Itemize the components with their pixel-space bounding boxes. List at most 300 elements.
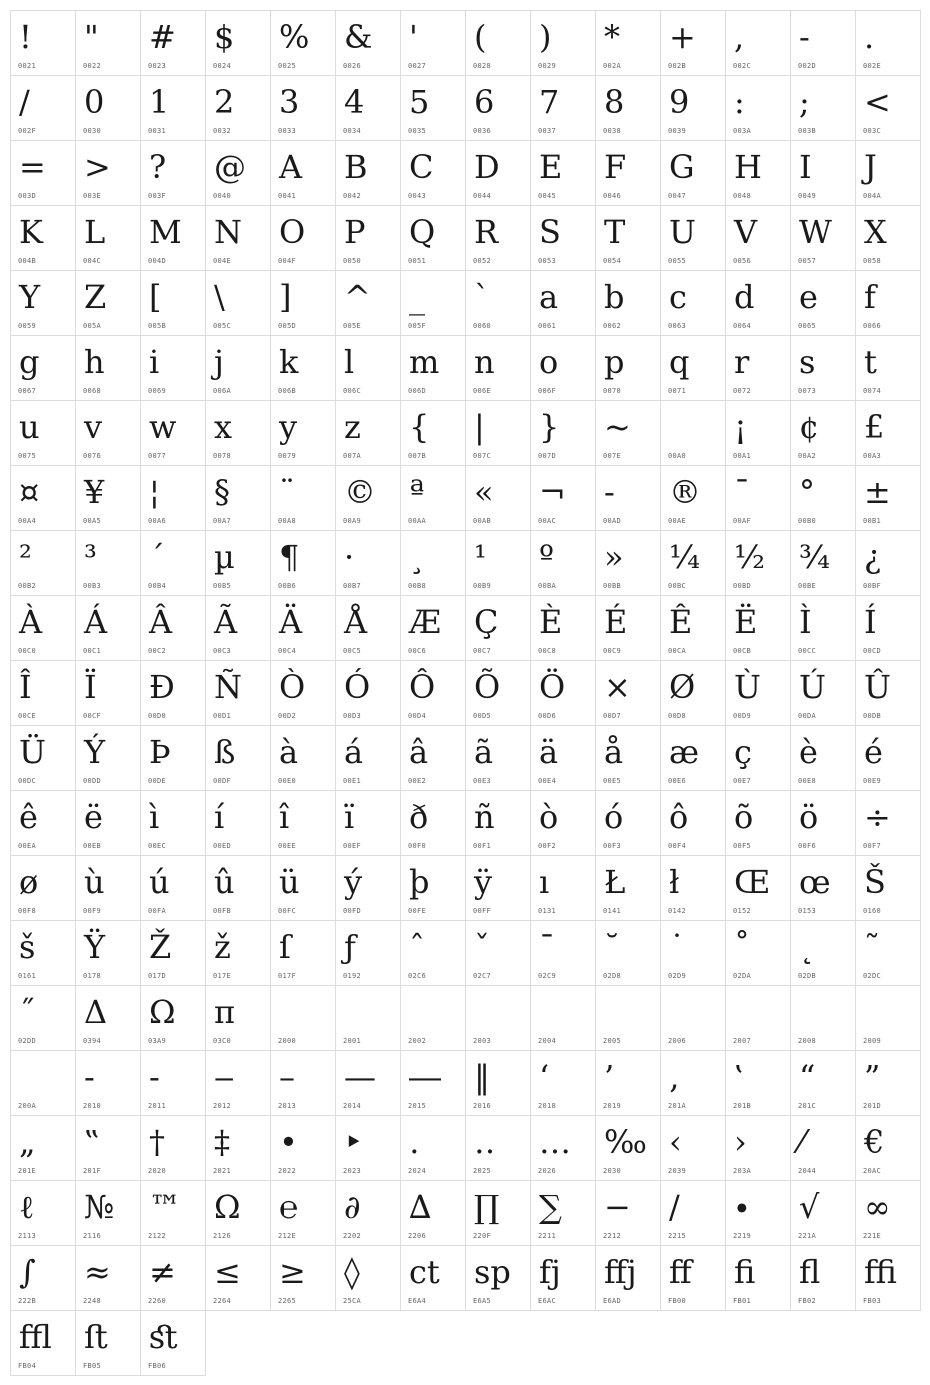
glyph-cell <box>206 1246 271 1311</box>
glyph-codepoint: 201B <box>733 1102 752 1110</box>
glyph-codepoint: 200A <box>18 1102 37 1110</box>
glyph-character: U <box>669 213 696 251</box>
glyph-codepoint: FB05 <box>83 1362 102 1370</box>
glyph-codepoint: FB02 <box>798 1297 817 1305</box>
glyph-character: ¦ <box>149 473 160 511</box>
glyph-codepoint: 0042 <box>343 192 362 200</box>
glyph-cell <box>206 986 271 1051</box>
glyph-character: E <box>539 148 563 186</box>
glyph-codepoint: 00D0 <box>148 712 167 720</box>
glyph-character: ž <box>214 928 231 966</box>
glyph-cell <box>141 791 206 856</box>
glyph-codepoint: 0073 <box>798 387 817 395</box>
glyph-cell <box>856 921 921 986</box>
glyph-codepoint: 017E <box>213 972 232 980</box>
glyph-character: N <box>214 213 242 251</box>
glyph-codepoint: 2012 <box>213 1102 232 1110</box>
glyph-codepoint: 00C8 <box>538 647 557 655</box>
glyph-cell <box>596 11 661 76</box>
glyph-character: 0 <box>84 83 105 121</box>
glyph-cell <box>466 76 531 141</box>
glyph-cell <box>76 466 141 531</box>
glyph-codepoint: 0052 <box>473 257 492 265</box>
glyph-character: Δ <box>84 993 108 1031</box>
glyph-cell <box>661 1116 726 1181</box>
glyph-character: Æ <box>409 603 442 641</box>
glyph-cell <box>596 271 661 336</box>
glyph-cell <box>76 76 141 141</box>
glyph-codepoint: 0152 <box>733 907 752 915</box>
glyph-codepoint: 0037 <box>538 127 557 135</box>
glyph-character: ˛ <box>799 928 815 966</box>
glyph-codepoint: 2011 <box>148 1102 167 1110</box>
glyph-character: ø <box>19 863 39 901</box>
glyph-cell <box>726 986 791 1051</box>
glyph-cell <box>141 76 206 141</box>
glyph-character: s <box>799 343 816 381</box>
glyph-cell <box>726 1181 791 1246</box>
glyph-codepoint: 00BE <box>798 582 817 590</box>
glyph-character: | <box>474 408 485 446</box>
glyph-cell <box>271 661 336 726</box>
glyph-character: ‹ <box>669 1123 682 1161</box>
glyph-cell <box>271 921 336 986</box>
glyph-cell <box>726 11 791 76</box>
glyph-cell <box>206 401 271 466</box>
glyph-cell <box>206 1051 271 1116</box>
glyph-character: ß <box>214 733 236 771</box>
glyph-cell <box>596 401 661 466</box>
glyph-character: 8 <box>604 83 625 121</box>
glyph-codepoint: FB04 <box>18 1362 37 1370</box>
glyph-codepoint: 00AC <box>538 517 557 525</box>
glyph-character: % <box>279 18 310 56</box>
glyph-cell <box>76 1181 141 1246</box>
glyph-character: I <box>799 148 812 186</box>
glyph-character: Ÿ <box>84 928 106 966</box>
glyph-character: ≤ <box>214 1253 241 1291</box>
glyph-codepoint: 00FD <box>343 907 362 915</box>
glyph-cell <box>466 921 531 986</box>
glyph-cell <box>401 76 466 141</box>
glyph-character: Õ <box>474 668 501 706</box>
glyph-cell <box>336 791 401 856</box>
glyph-character: Y <box>19 278 41 316</box>
glyph-codepoint: 0058 <box>863 257 882 265</box>
glyph-character: o <box>539 343 559 381</box>
glyph-codepoint: 005F <box>408 322 427 330</box>
glyph-codepoint: 00F2 <box>538 842 557 850</box>
glyph-character: ƒ <box>344 928 356 966</box>
glyph-cell <box>76 1051 141 1116</box>
glyph-cell <box>466 1051 531 1116</box>
glyph-character: Á <box>84 603 108 641</box>
glyph-cell <box>661 596 726 661</box>
glyph-cell <box>661 271 726 336</box>
glyph-cell <box>141 726 206 791</box>
glyph-cell <box>531 726 596 791</box>
glyph-cell <box>271 336 336 401</box>
glyph-cell <box>271 1051 336 1116</box>
glyph-codepoint: 00AB <box>473 517 492 525</box>
glyph-cell <box>531 1116 596 1181</box>
glyph-codepoint: FB01 <box>733 1297 752 1305</box>
glyph-character: » <box>604 538 624 576</box>
glyph-cell <box>726 401 791 466</box>
glyph-cell <box>141 271 206 336</box>
glyph-cell <box>791 141 856 206</box>
glyph-cell <box>336 726 401 791</box>
glyph-codepoint: 00E3 <box>473 777 492 785</box>
glyph-codepoint: 2009 <box>863 1037 882 1045</box>
glyph-codepoint: 2014 <box>343 1102 362 1110</box>
glyph-character: l <box>344 343 355 381</box>
glyph-codepoint: 00F0 <box>408 842 427 850</box>
glyph-cell <box>466 401 531 466</box>
glyph-cell <box>726 1051 791 1116</box>
glyph-cell <box>76 921 141 986</box>
glyph-cell <box>466 791 531 856</box>
glyph-codepoint: 03A9 <box>148 1037 167 1045</box>
glyph-character: ð <box>409 798 429 836</box>
glyph-character: ì <box>149 798 160 836</box>
glyph-codepoint: 0029 <box>538 62 557 70</box>
glyph-cell <box>11 661 76 726</box>
glyph-codepoint: 00C4 <box>278 647 297 655</box>
glyph-codepoint: 2024 <box>408 1167 427 1175</box>
glyph-character: á <box>344 733 364 771</box>
glyph-codepoint: 00B6 <box>278 582 297 590</box>
glyph-character: Å <box>344 603 368 641</box>
glyph-character: ≈ <box>84 1253 111 1291</box>
glyph-codepoint: 006E <box>473 387 492 395</box>
glyph-codepoint: 0061 <box>538 322 557 330</box>
glyph-cell <box>596 336 661 401</box>
glyph-character: D <box>474 148 500 186</box>
glyph-codepoint: E6A5 <box>473 1297 492 1305</box>
glyph-cell <box>141 596 206 661</box>
glyph-cell <box>726 596 791 661</box>
glyph-character: F <box>604 148 627 186</box>
glyph-cell <box>11 1181 76 1246</box>
glyph-codepoint: 00EF <box>343 842 362 850</box>
glyph-cell <box>271 466 336 531</box>
glyph-cell <box>76 336 141 401</box>
glyph-character: Ω <box>149 993 176 1031</box>
glyph-cell <box>596 726 661 791</box>
glyph-character: J <box>864 148 877 186</box>
glyph-character: ´ <box>149 538 165 576</box>
glyph-character: , <box>734 18 745 56</box>
glyph-codepoint: 0043 <box>408 192 427 200</box>
glyph-cell <box>661 11 726 76</box>
glyph-codepoint: 0038 <box>603 127 622 135</box>
glyph-cell <box>466 271 531 336</box>
glyph-character: d <box>734 278 755 316</box>
glyph-codepoint: 0067 <box>18 387 37 395</box>
glyph-codepoint: 00DD <box>83 777 102 785</box>
glyph-codepoint: 02C7 <box>473 972 492 980</box>
glyph-character: ! <box>19 18 32 56</box>
glyph-codepoint: 00F5 <box>733 842 752 850</box>
glyph-codepoint: 2005 <box>603 1037 622 1045</box>
glyph-codepoint: 006A <box>213 387 232 395</box>
glyph-character: › <box>734 1123 747 1161</box>
glyph-codepoint: 0023 <box>148 62 167 70</box>
glyph-cell <box>661 401 726 466</box>
glyph-character: < <box>864 83 891 121</box>
glyph-cell <box>661 531 726 596</box>
glyph-codepoint: 0048 <box>733 192 752 200</box>
glyph-codepoint: 0074 <box>863 387 882 395</box>
glyph-cell <box>11 856 76 921</box>
glyph-codepoint: 220F <box>473 1232 492 1240</box>
glyph-cell <box>11 271 76 336</box>
glyph-cell <box>661 466 726 531</box>
glyph-codepoint: 00D9 <box>733 712 752 720</box>
glyph-cell <box>661 921 726 986</box>
glyph-character: ï <box>344 798 355 836</box>
glyph-cell <box>856 1116 921 1181</box>
glyph-codepoint: 00E0 <box>278 777 297 785</box>
glyph-codepoint: 2004 <box>538 1037 557 1045</box>
glyph-cell <box>76 206 141 271</box>
glyph-codepoint: 2002 <box>408 1037 427 1045</box>
glyph-codepoint: 0055 <box>668 257 687 265</box>
glyph-codepoint: 0072 <box>733 387 752 395</box>
glyph-cell <box>11 206 76 271</box>
glyph-codepoint: 0044 <box>473 192 492 200</box>
glyph-character: ù <box>84 863 105 901</box>
glyph-cell <box>531 11 596 76</box>
glyph-cell <box>596 1246 661 1311</box>
glyph-character: ˆ <box>409 928 425 966</box>
glyph-cell <box>206 1181 271 1246</box>
glyph-cell <box>531 921 596 986</box>
glyph-codepoint: 002A <box>603 62 622 70</box>
glyph-codepoint: 0079 <box>278 452 297 460</box>
glyph-cell <box>661 1051 726 1116</box>
glyph-codepoint: 00F1 <box>473 842 492 850</box>
glyph-codepoint: 00EE <box>278 842 297 850</box>
glyph-codepoint: 00D3 <box>343 712 362 720</box>
glyph-cell <box>11 1246 76 1311</box>
glyph-character: } <box>539 408 560 446</box>
glyph-character: 6 <box>474 83 495 121</box>
glyph-character: Î <box>19 668 32 706</box>
glyph-character: 4 <box>344 83 365 121</box>
glyph-cell <box>856 76 921 141</box>
glyph-character: É <box>604 603 628 641</box>
glyph-cell <box>206 76 271 141</box>
glyph-cell <box>531 336 596 401</box>
glyph-cell <box>661 336 726 401</box>
glyph-codepoint: 2211 <box>538 1232 557 1240</box>
glyph-character: ü <box>279 863 300 901</box>
glyph-codepoint: 00F9 <box>83 907 102 915</box>
glyph-codepoint: 0068 <box>83 387 102 395</box>
glyph-cell <box>661 856 726 921</box>
glyph-character: c <box>669 278 687 316</box>
glyph-codepoint: 0056 <box>733 257 752 265</box>
glyph-character: X <box>864 213 887 251</box>
glyph-cell <box>531 206 596 271</box>
glyph-cell <box>791 531 856 596</box>
glyph-character: ‥ <box>474 1123 496 1161</box>
glyph-character: ¢ <box>799 408 820 446</box>
glyph-codepoint: 00BA <box>538 582 557 590</box>
glyph-character: u <box>19 408 40 446</box>
glyph-character: ‖ <box>474 1058 490 1096</box>
glyph-cell <box>336 921 401 986</box>
glyph-cell <box>661 1246 726 1311</box>
glyph-codepoint: 00E1 <box>343 777 362 785</box>
glyph-codepoint: 005E <box>343 322 362 330</box>
glyph-cell <box>206 466 271 531</box>
glyph-codepoint: 00DE <box>148 777 167 785</box>
glyph-cell <box>856 726 921 791</box>
glyph-codepoint: 0131 <box>538 907 557 915</box>
glyph-cell <box>11 336 76 401</box>
glyph-cell <box>336 596 401 661</box>
glyph-cell <box>141 1051 206 1116</box>
glyph-character: ˙ <box>669 928 685 966</box>
glyph-cell <box>856 791 921 856</box>
glyph-character: Ù <box>734 668 761 706</box>
glyph-character: ¼ <box>669 538 701 576</box>
glyph-cell <box>11 1051 76 1116</box>
glyph-codepoint: 20AC <box>863 1167 882 1175</box>
glyph-character: ∕ <box>669 1188 680 1226</box>
glyph-codepoint: 00AE <box>668 517 687 525</box>
glyph-cell <box>336 1181 401 1246</box>
glyph-codepoint: 0039 <box>668 127 687 135</box>
glyph-codepoint: 004A <box>863 192 882 200</box>
glyph-codepoint: 2025 <box>473 1167 492 1175</box>
glyph-character: ö <box>799 798 819 836</box>
glyph-cell <box>596 76 661 141</box>
glyph-character: = <box>19 148 46 186</box>
glyph-cell <box>856 596 921 661</box>
glyph-codepoint: 00BD <box>733 582 752 590</box>
glyph-character: ł <box>669 863 680 901</box>
glyph-cell <box>206 11 271 76</box>
glyph-cell <box>791 791 856 856</box>
glyph-cell <box>726 856 791 921</box>
glyph-cell <box>596 921 661 986</box>
glyph-character: õ <box>734 798 754 836</box>
glyph-character: ç <box>734 733 752 771</box>
glyph-codepoint: 2018 <box>538 1102 557 1110</box>
glyph-character: ÷ <box>864 798 891 836</box>
glyph-codepoint: 201D <box>863 1102 882 1110</box>
glyph-character: ∆ <box>409 1188 432 1226</box>
glyph-cell <box>336 206 401 271</box>
glyph-cell <box>856 1181 921 1246</box>
glyph-codepoint: 00C6 <box>408 647 427 655</box>
glyph-cell <box>271 76 336 141</box>
glyph-cell <box>531 271 596 336</box>
glyph-codepoint: 003A <box>733 127 752 135</box>
glyph-codepoint: 00A8 <box>278 517 297 525</box>
glyph-cell <box>76 986 141 1051</box>
glyph-character: w <box>149 408 177 446</box>
glyph-character: 2 <box>214 83 235 121</box>
glyph-character: £ <box>864 408 885 446</box>
glyph-codepoint: 006D <box>408 387 427 395</box>
glyph-character: ‰ <box>604 1123 647 1161</box>
glyph-codepoint: 00BF <box>863 582 882 590</box>
glyph-character: Ê <box>669 603 693 641</box>
glyph-cell <box>336 401 401 466</box>
glyph-character: h <box>84 343 105 381</box>
glyph-character: ∂ <box>344 1188 361 1226</box>
glyph-codepoint: 2212 <box>603 1232 622 1240</box>
glyph-codepoint: 221A <box>798 1232 817 1240</box>
glyph-codepoint: 017D <box>148 972 167 980</box>
glyph-cell <box>791 726 856 791</box>
glyph-codepoint: 00CF <box>83 712 102 720</box>
glyph-cell <box>791 206 856 271</box>
glyph-character: ‛ <box>734 1058 745 1096</box>
glyph-character: ` <box>474 278 490 316</box>
glyph-codepoint: 0032 <box>213 127 232 135</box>
glyph-codepoint: 00FA <box>148 907 167 915</box>
glyph-codepoint: 2265 <box>278 1297 297 1305</box>
glyph-codepoint: 0178 <box>83 972 102 980</box>
glyph-character: k <box>279 343 299 381</box>
glyph-cell <box>401 1246 466 1311</box>
glyph-codepoint: 0394 <box>83 1037 102 1045</box>
glyph-cell <box>401 271 466 336</box>
glyph-cell <box>401 921 466 986</box>
glyph-cell <box>141 856 206 921</box>
glyph-codepoint: 00B9 <box>473 582 492 590</box>
glyph-cell <box>596 141 661 206</box>
glyph-character: ú <box>149 863 170 901</box>
glyph-character: ] <box>279 278 292 316</box>
glyph-codepoint: 00A3 <box>863 452 882 460</box>
glyph-character: × <box>604 668 631 706</box>
glyph-character: Ô <box>409 668 436 706</box>
glyph-codepoint: 0024 <box>213 62 232 70</box>
glyph-cell <box>661 76 726 141</box>
glyph-codepoint: 00D2 <box>278 712 297 720</box>
glyph-cell <box>856 661 921 726</box>
glyph-character: ℮ <box>279 1188 299 1226</box>
glyph-cell <box>141 1116 206 1181</box>
glyph-cell <box>206 921 271 986</box>
glyph-codepoint: E6AD <box>603 1297 622 1305</box>
glyph-cell <box>856 141 921 206</box>
glyph-character: Ü <box>19 733 46 771</box>
glyph-codepoint: 2003 <box>473 1037 492 1045</box>
glyph-codepoint: 00A0 <box>668 452 687 460</box>
glyph-character: þ <box>409 863 430 901</box>
glyph-cell <box>531 1181 596 1246</box>
glyph-codepoint: 2019 <box>603 1102 622 1110</box>
glyph-cell <box>336 661 401 726</box>
glyph-character: š <box>19 928 36 966</box>
glyph-codepoint: 0142 <box>668 907 687 915</box>
glyph-character: © <box>344 473 376 511</box>
glyph-character: Ë <box>734 603 758 641</box>
glyph-character: ¾ <box>799 538 831 576</box>
glyph-character: ¬ <box>539 473 566 511</box>
glyph-cell <box>76 1311 141 1376</box>
glyph-codepoint: 00A1 <box>733 452 752 460</box>
glyph-character: ° <box>799 473 815 511</box>
